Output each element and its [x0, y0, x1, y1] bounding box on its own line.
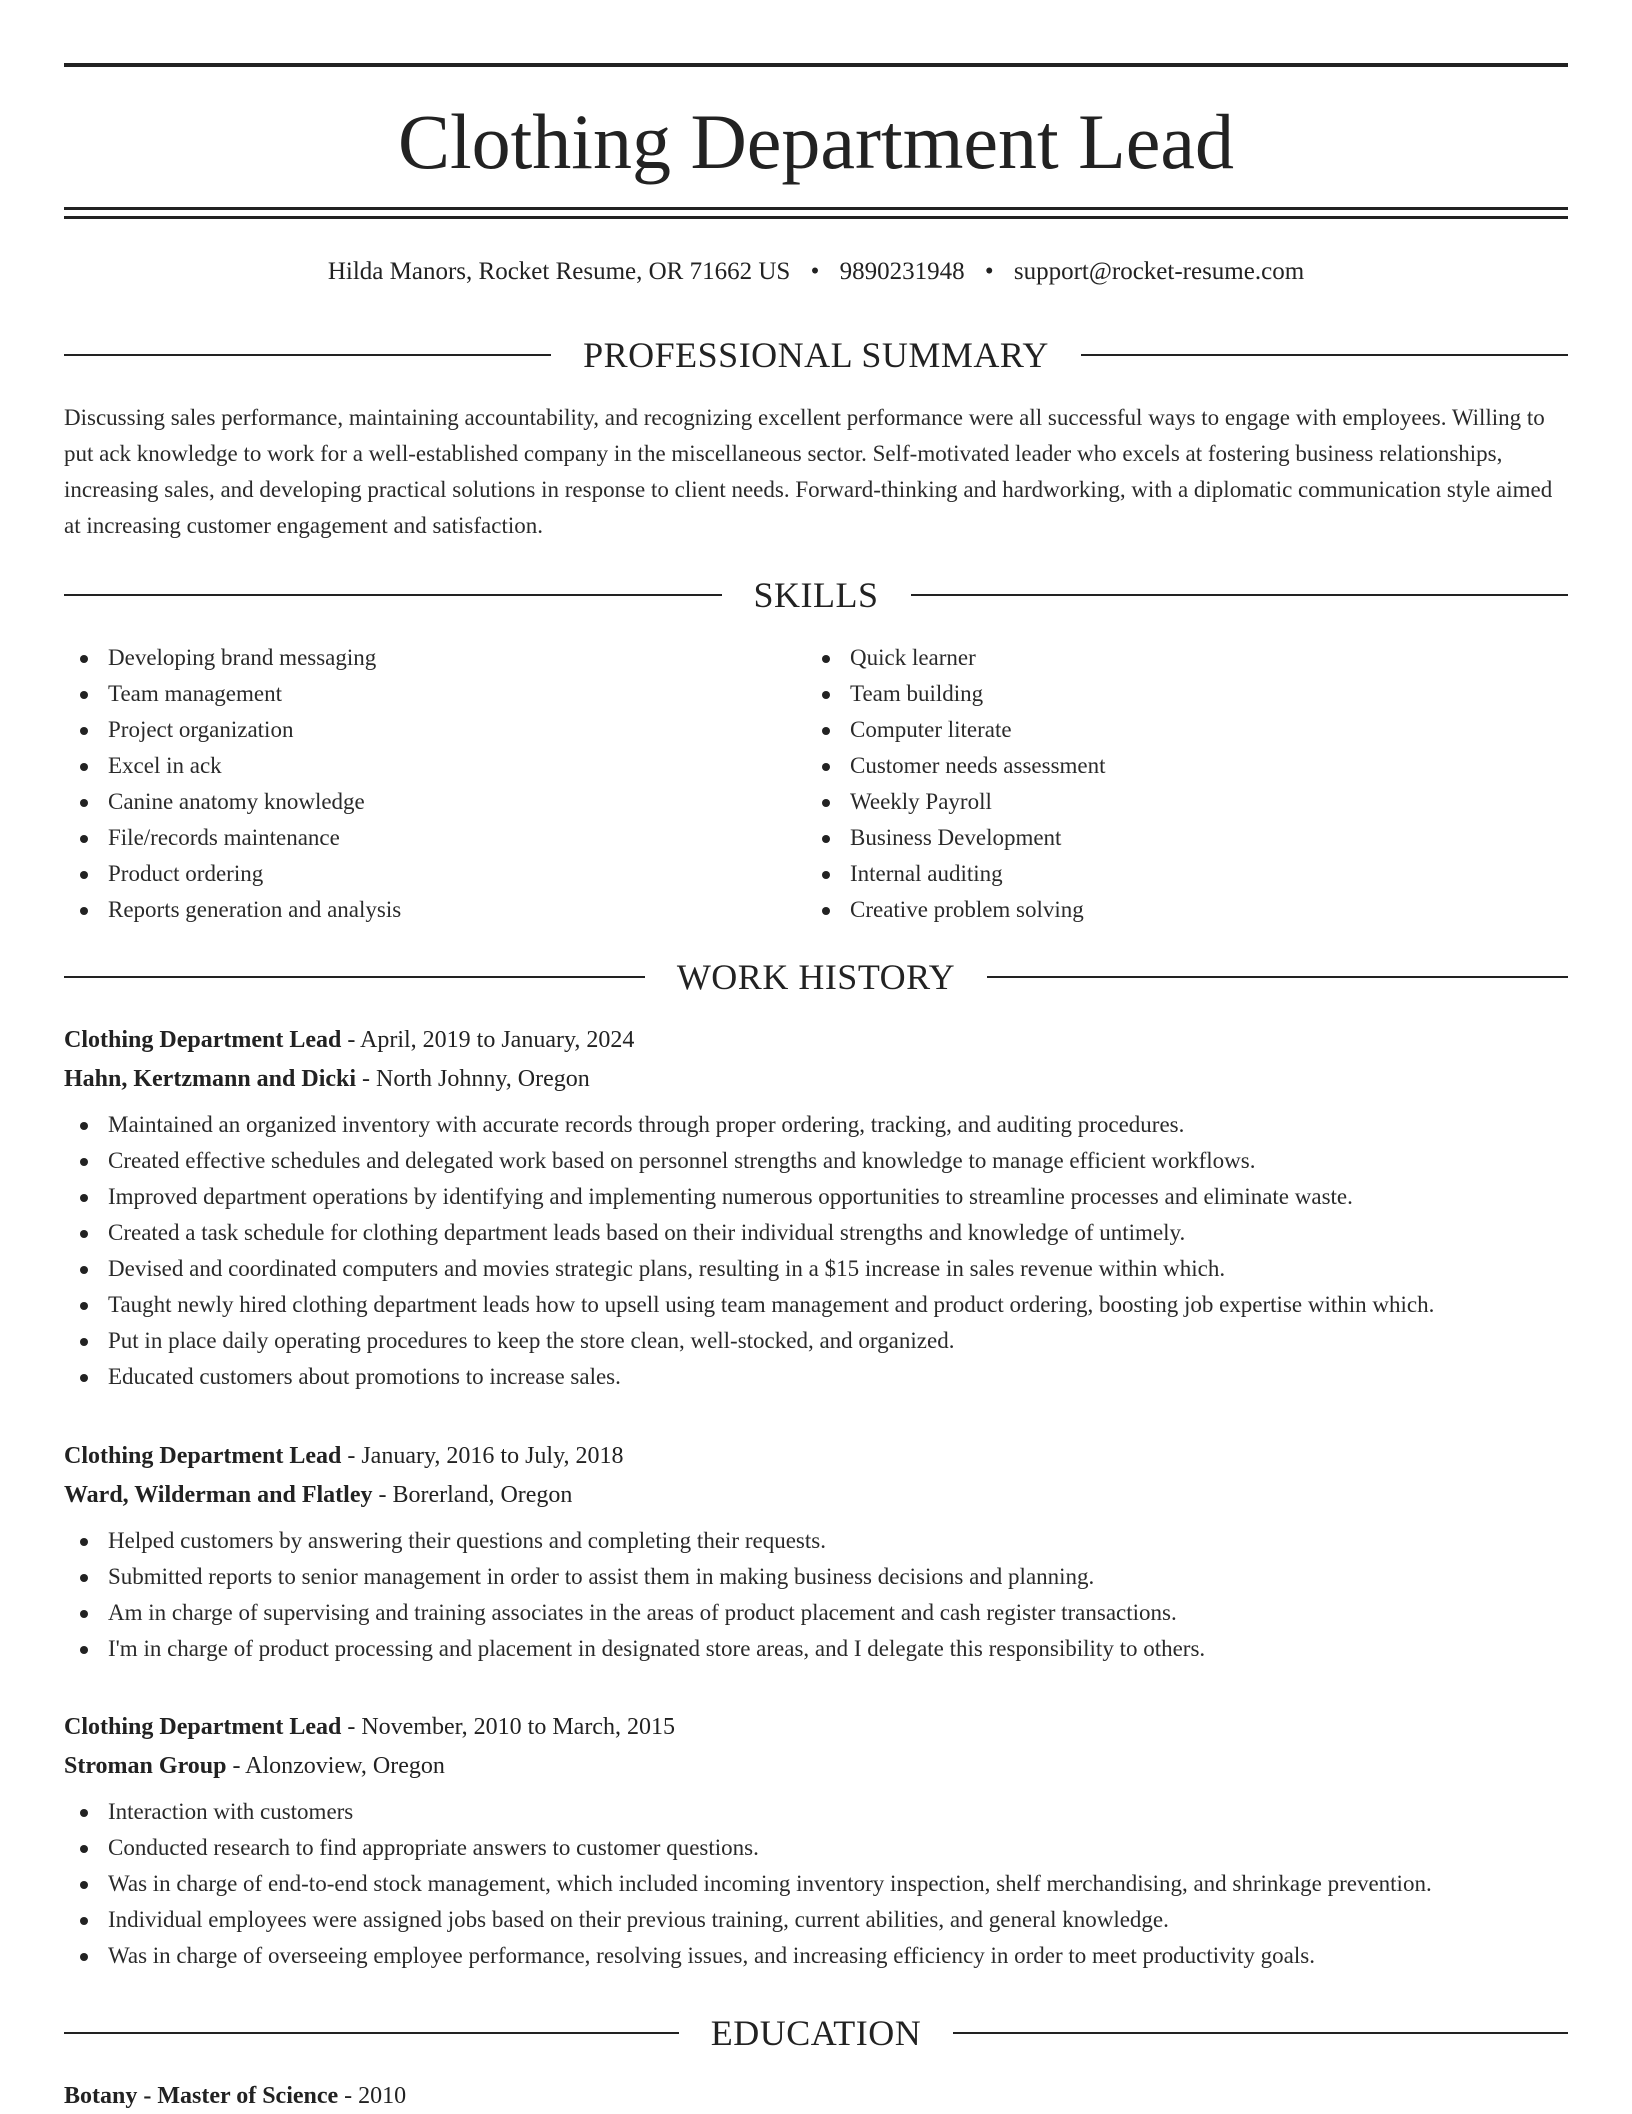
job-bullet: Created a task schedule for clothing department leads based on their individual strengths and knowledge of untimely. [64, 1215, 1568, 1251]
skill-item: Customer needs assessment [806, 748, 1546, 784]
education-entry [64, 2078, 406, 2114]
job-bullets [64, 1794, 1568, 1974]
divider [1081, 354, 1568, 356]
skill-item: Internal auditing [806, 856, 1546, 892]
job-company: Hahn, Kertzmann and Dicki [64, 1066, 357, 1092]
divider [953, 2032, 1568, 2034]
job-bullet: Interaction with customers [64, 1794, 1568, 1830]
skills-list-left [64, 640, 804, 928]
job-location: - Borerland, Oregon [378, 1482, 573, 1508]
job-company-line [64, 1060, 1568, 1099]
contact-separator: • [810, 258, 820, 285]
job-company-line [64, 1476, 1568, 1515]
job-bullet: Individual employees were assigned jobs based on their previous training, current abilities, and general knowledge. [64, 1902, 1568, 1938]
section-heading-work [64, 955, 1568, 999]
job-bullets [64, 1107, 1568, 1395]
job-bullet: Devised and coordinated computers and movies strategic plans, resulting in a $15 increase in sales revenue within which. [64, 1251, 1568, 1287]
contact-address: Hilda Manors, Rocket Resume, OR 71662 US [327, 258, 791, 285]
section-heading-label: EDUCATION [710, 2013, 922, 2053]
education-year: - 2010 [344, 2083, 407, 2109]
divider [64, 354, 551, 356]
contact-phone: 9890231948 [839, 258, 965, 285]
job-location: - North Johnny, Oregon [362, 1066, 590, 1092]
section-heading-label: PROFESSIONAL SUMMARY [583, 335, 1049, 375]
job-company: Ward, Wilderman and Flatley [64, 1482, 373, 1508]
skill-item: Team building [806, 676, 1546, 712]
job-dates: - April, 2019 to January, 2024 [347, 1027, 635, 1053]
contact-email: support@rocket-resume.com [1013, 258, 1305, 285]
job-bullet: Educated customers about promotions to increase sales. [64, 1359, 1568, 1395]
job-title: Clothing Department Lead [64, 1443, 342, 1469]
skill-item: Business Development [806, 820, 1546, 856]
skill-item: Reports generation and analysis [64, 892, 804, 928]
job-bullet: I'm in charge of product processing and placement in designated store areas, and I delegate this responsibility to others. [64, 1631, 1568, 1667]
skill-item: Creative problem solving [806, 892, 1546, 928]
job-title-line [64, 1708, 1568, 1747]
title-rule-upper [64, 207, 1568, 210]
job-location: - Alonzoview, Oregon [232, 1753, 445, 1779]
divider [64, 2032, 679, 2034]
job-bullet: Conducted research to find appropriate answers to customer questions. [64, 1830, 1568, 1866]
job-entry [64, 1708, 1568, 1974]
title-rule-lower [64, 216, 1568, 219]
job-bullet: Created effective schedules and delegated work based on personnel strengths and knowledge to manage efficient workflows. [64, 1143, 1568, 1179]
skills-list-right [806, 640, 1546, 928]
skill-item: Canine anatomy knowledge [64, 784, 804, 820]
resume-title: Clothing Department Lead [397, 98, 1235, 185]
divider [911, 594, 1569, 596]
job-dates: - November, 2010 to March, 2015 [347, 1714, 675, 1740]
divider [64, 594, 722, 596]
job-bullet: Submitted reports to senior management in order to assist them in making business decisions and planning. [64, 1559, 1568, 1595]
skill-item: Excel in ack [64, 748, 804, 784]
contact-line [64, 254, 1568, 290]
skill-item: Team management [64, 676, 804, 712]
job-entry [64, 1021, 1568, 1395]
job-title: Clothing Department Lead [64, 1027, 342, 1053]
job-bullet: Was in charge of overseeing employee performance, resolving issues, and increasing efficiency in order to meet productivity goals. [64, 1938, 1568, 1974]
job-bullet: Put in place daily operating procedures to keep the store clean, well-stocked, and organized. [64, 1323, 1568, 1359]
section-heading-summary [64, 333, 1568, 377]
divider [64, 976, 645, 978]
job-entry [64, 1437, 1568, 1667]
job-title-line [64, 1437, 1568, 1476]
skill-item: Quick learner [806, 640, 1546, 676]
skill-item: Computer literate [806, 712, 1546, 748]
job-dates: - January, 2016 to July, 2018 [347, 1443, 624, 1469]
top-rule [64, 63, 1568, 67]
skill-item: Weekly Payroll [806, 784, 1546, 820]
job-company-line [64, 1747, 1568, 1786]
divider [987, 976, 1568, 978]
contact-separator: • [984, 258, 994, 285]
skill-item: Developing brand messaging [64, 640, 804, 676]
job-bullet: Taught newly hired clothing department leads how to upsell using team management and product ordering, boosting job expertise within which. [64, 1287, 1568, 1323]
job-bullets [64, 1523, 1568, 1667]
job-title-line [64, 1021, 1568, 1060]
job-company: Stroman Group [64, 1753, 227, 1779]
summary-text: Discussing sales performance, maintaining accountability, and recognizing excellent performance were all successful ways to engage with employees. Willing to put ack knowledge to work for a well-established company in the miscellaneous sector. Self-motivated leader who excels at fostering business relationships, increasing sales, and developing practical solutions in response to client needs. Forward-thinking and hardworking, with a diplomatic communication style aimed at increasing customer engagement and satisfaction. [64, 405, 1553, 538]
job-bullet: Am in charge of supervising and training associates in the areas of product placement and cash register transactions. [64, 1595, 1568, 1631]
section-heading-education [64, 2011, 1568, 2055]
section-heading-label: WORK HISTORY [676, 957, 956, 997]
job-bullet: Was in charge of end-to-end stock management, which included incoming inventory inspection, shelf merchandising, and shrinkage prevention. [64, 1866, 1568, 1902]
skill-item: Product ordering [64, 856, 804, 892]
section-heading-skills [64, 573, 1568, 617]
section-heading-label: SKILLS [753, 575, 879, 615]
education-degree: Botany - Master of Science [64, 2083, 339, 2109]
skill-item: Project organization [64, 712, 804, 748]
skill-item: File/records maintenance [64, 820, 804, 856]
job-bullet: Improved department operations by identifying and implementing numerous opportunities to streamline processes and eliminate waste. [64, 1179, 1568, 1215]
job-bullet: Maintained an organized inventory with accurate records through proper ordering, tracking, and auditing procedures. [64, 1107, 1568, 1143]
job-bullet: Helped customers by answering their questions and completing their requests. [64, 1523, 1568, 1559]
job-title: Clothing Department Lead [64, 1714, 342, 1740]
